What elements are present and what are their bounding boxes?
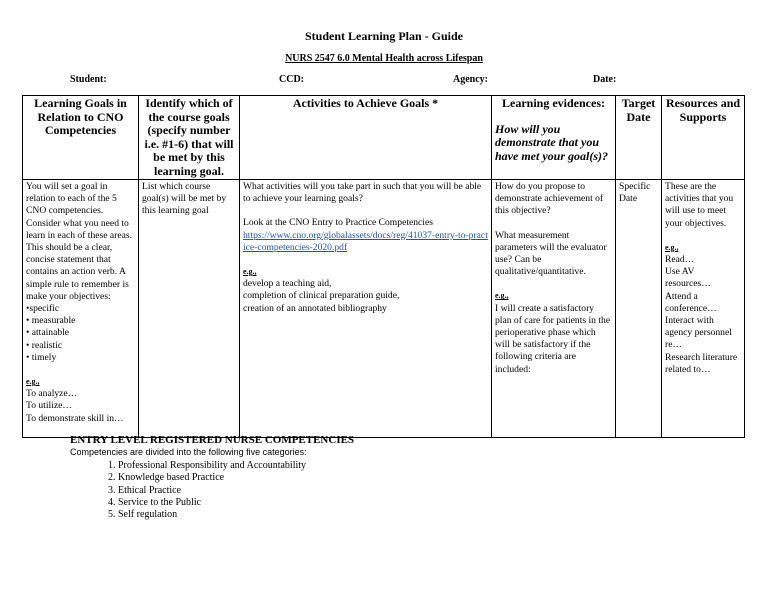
goals-eg-label: e.g., — [26, 377, 40, 387]
course-goals-text: List which course goal(s) will be met by this learning goal — [142, 181, 227, 217]
activities-look-text: Look at the CNO Entry to Practice Competencies — [243, 217, 433, 229]
evidence-cell — [492, 180, 616, 438]
goals-bullet: • measurable — [26, 315, 76, 327]
resources-item: Interact with agency personnel re… — [665, 315, 732, 351]
header-resources: Resources and Supports — [662, 96, 745, 180]
goals-bullet: • attainable — [26, 327, 70, 339]
activities-eg-label: e.g., — [243, 267, 257, 277]
goals-text: You will set a goal in relation to each of the 5 CNO competencies. Consider what you need to learn in each of these areas. This should be a clear, concise statement that contains an action verb. A simple rule to remember is make your objectives: •specific — [26, 181, 133, 315]
resources-text: These are the activities that you will use to meet your objectives. — [665, 181, 734, 229]
list-item: 3. Ethical Practice — [118, 485, 306, 497]
goals-bullet: • realistic — [26, 339, 63, 351]
evidence-example: I will create a satisfactory plan of care for patients in the perioperative phase which will be satisfactory if the following criteria are included: — [495, 302, 611, 375]
goals-example: To analyze… — [26, 388, 78, 400]
resources-item: Use AV resources… — [665, 266, 711, 290]
list-item: 2. Knowledge based Practice — [118, 472, 306, 484]
header-activities: Activities to Achieve Goals * — [240, 96, 492, 180]
target-date-cell — [616, 180, 662, 438]
goals-cell — [23, 180, 139, 438]
header-target-date: Target Date — [616, 96, 662, 180]
learning-plan-table — [22, 95, 745, 438]
resources-item: Research literature related to… — [665, 351, 738, 375]
agency-field-label: Agency: — [453, 74, 488, 85]
table-row — [23, 180, 745, 438]
course-subtitle — [0, 53, 768, 64]
goals-example: To utilize… — [26, 400, 72, 412]
activities-cell — [240, 180, 492, 438]
activities-example: creation of an annotated bibliography — [243, 302, 387, 314]
target-date-text: Specific Date — [619, 181, 651, 205]
date-field-label: Date: — [593, 74, 617, 85]
list-item: 1. Professional Responsibility and Accountability — [118, 460, 306, 472]
resources-cell — [662, 180, 745, 438]
goals-bullet: • timely — [26, 351, 57, 363]
header-learning-goals: Learning Goals in Relation to CNO Competencies — [23, 96, 139, 180]
activities-example: completion of clinical preparation guide, — [243, 290, 400, 302]
competencies-intro: Competencies are divided into the following five categories: — [70, 447, 307, 457]
resources-eg-label: e.g., — [665, 242, 679, 252]
activities-intro: What activities will you take part in such that you will be able to achieve your learning goals? — [243, 181, 482, 205]
table-header-row — [23, 96, 745, 180]
header-evidence-title: Learning evidences: — [502, 96, 605, 110]
student-field-label: Student: — [70, 74, 107, 85]
header-course-goals: Identify which of the course goals (specify number i.e. #1-6) that will be met by this learning goal. — [139, 96, 240, 180]
competencies-list — [100, 460, 306, 521]
course-subtitle-text: NURS 2547 6.0 Mental Health across Lifespan — [285, 53, 483, 64]
goals-example: To demonstrate skill in… — [26, 412, 124, 424]
list-item: 5. Self regulation — [118, 509, 306, 521]
ccd-field-label: CCD: — [279, 74, 304, 85]
resources-item: Read… — [665, 254, 695, 266]
evidence-question-2: What measurement parameters will the evaluator use? Can be qualitative/quantitative. — [495, 229, 607, 278]
course-goals-cell — [139, 180, 240, 438]
cno-competencies-link[interactable]: https://www.cno.org/globalassets/docs/reg/41037-entry-to-practice-competencies-2020.pdf — [243, 229, 488, 253]
header-evidence-question: How will you demonstrate that you have met your goal(s)? — [495, 121, 608, 163]
document-title: Student Learning Plan - Guide — [304, 29, 464, 43]
resources-item: Attend a conference… — [665, 290, 717, 314]
competencies-heading: ENTRY LEVEL REGISTERED NURSE COMPETENCIES — [70, 434, 355, 446]
evidence-question-1: How do you propose to demonstrate achievement of this objective? — [495, 181, 604, 217]
evidence-eg-label: e.g., — [495, 291, 509, 301]
list-item: 4. Service to the Public — [118, 497, 306, 509]
activities-example: develop a teaching aid, — [243, 278, 332, 290]
header-learning-evidences — [492, 96, 616, 180]
